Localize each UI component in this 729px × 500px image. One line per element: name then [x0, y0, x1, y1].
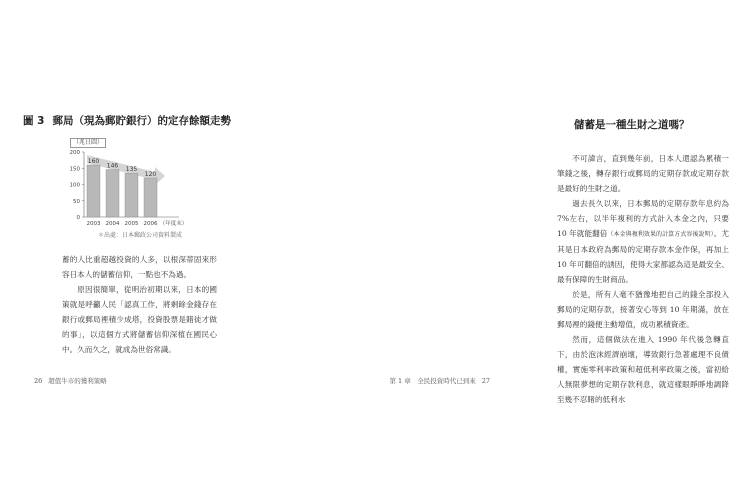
left-page-number: 26 — [34, 377, 43, 385]
y-tick-label: 0 — [76, 215, 80, 221]
x-tick-label: 2004 — [105, 221, 120, 227]
book-title: 超值牛市的獲利策略 — [48, 377, 107, 385]
right-paragraph-2-continued: 。尤其是日本政府為郵局的定期存款本金作保，再加上 10 年可翻倍的誘因，使得大家都認為這是最安全、最有保障的生財商品。 — [557, 229, 729, 284]
right-paragraph-2 — [557, 196, 729, 287]
bar — [87, 165, 100, 217]
left-page — [0, 0, 260, 500]
x-tick-label: 2005 — [124, 221, 139, 227]
left-paragraph-1: 蓄的人比重超越投資的人多，以根深蒂固來形容日本人的儲蓄信仰，一點也不為過。 — [62, 255, 217, 279]
bar — [144, 178, 157, 217]
chart-unit-label: （兆日圓） — [70, 138, 106, 148]
figure-title — [23, 113, 231, 128]
left-footer — [34, 376, 107, 385]
bar — [106, 170, 119, 217]
right-paragraph-2-text: 過去長久以來，日本郵局的定期存款年息約為 7%左右，以半年複利的方式計入本金之內，只要 10 年就能翻倍 — [557, 199, 729, 238]
chapter-title: 第 1 章 全民投資時代已到來 — [389, 377, 476, 385]
right-body-text — [557, 151, 729, 407]
y-tick-label: 150 — [69, 166, 80, 173]
x-tick-label: （年度末） — [159, 221, 188, 227]
x-tick-label: 2003 — [86, 221, 101, 227]
bar-value-label: 146 — [106, 162, 119, 170]
y-tick-label: 200 — [69, 150, 80, 156]
bar-value-label: 135 — [125, 166, 138, 174]
right-page — [262, 0, 729, 500]
right-paragraph-4: 然而，這個做法在進入 1990 年代後急轉直下，由於泡沫經濟崩壞，導致銀行急著處理不良債權，實施零利率政策和超低利率政策之後，當初給人無限夢想的定期存款利息，就這樣眼睜睜地調降至幾不忍睹的低利水 — [557, 335, 729, 404]
calculation-note: （本金與複利效果的計算方式容後說明） — [607, 231, 714, 238]
figure-source: ＊出處：日本郵政公司資料製成 — [98, 232, 183, 239]
right-paragraph-3: 於是，所有人毫不猶豫地把自己的錢全部投入郵局的定期存款，接著安心等到 10 年期滿，放在郵局裡的錢便主動增值，成功累積資產。 — [557, 290, 729, 329]
figure-number: 圖 3 — [23, 115, 45, 127]
y-tick-label: 100 — [69, 182, 80, 189]
section-heading: 儲蓄是一種生財之道嗎？ — [574, 119, 690, 131]
bar — [125, 173, 138, 217]
left-paragraph-2: 原因很簡單，從明治初期以來，日本的國策就是呼籲人民「認真工作，將剩餘金錢存在銀行或郵局裡積少成塔，投資股票是賭徒才做的事」，以這個方式將儲蓄信仰深植在國民心中。久而久之，就成為世俗常識。 — [62, 285, 217, 354]
right-page-number: 27 — [481, 377, 490, 385]
figure-caption: 郵局（現為郵貯銀行）的定存餘額走勢 — [52, 115, 231, 127]
left-body-text — [62, 252, 217, 357]
deposit-bar-chart — [64, 138, 199, 230]
right-footer — [389, 376, 490, 385]
bar-value-label: 160 — [87, 158, 100, 165]
right-paragraph-1: 不可諱言，直到幾年前，日本人還認為累積一筆錢之後，轉存銀行或郵局的定期存款或定期存款是最好的生財之道。 — [557, 154, 729, 193]
x-tick-label: 2006 — [143, 221, 158, 227]
y-tick-label: 50 — [73, 198, 80, 205]
bar-value-label: 120 — [144, 171, 157, 178]
